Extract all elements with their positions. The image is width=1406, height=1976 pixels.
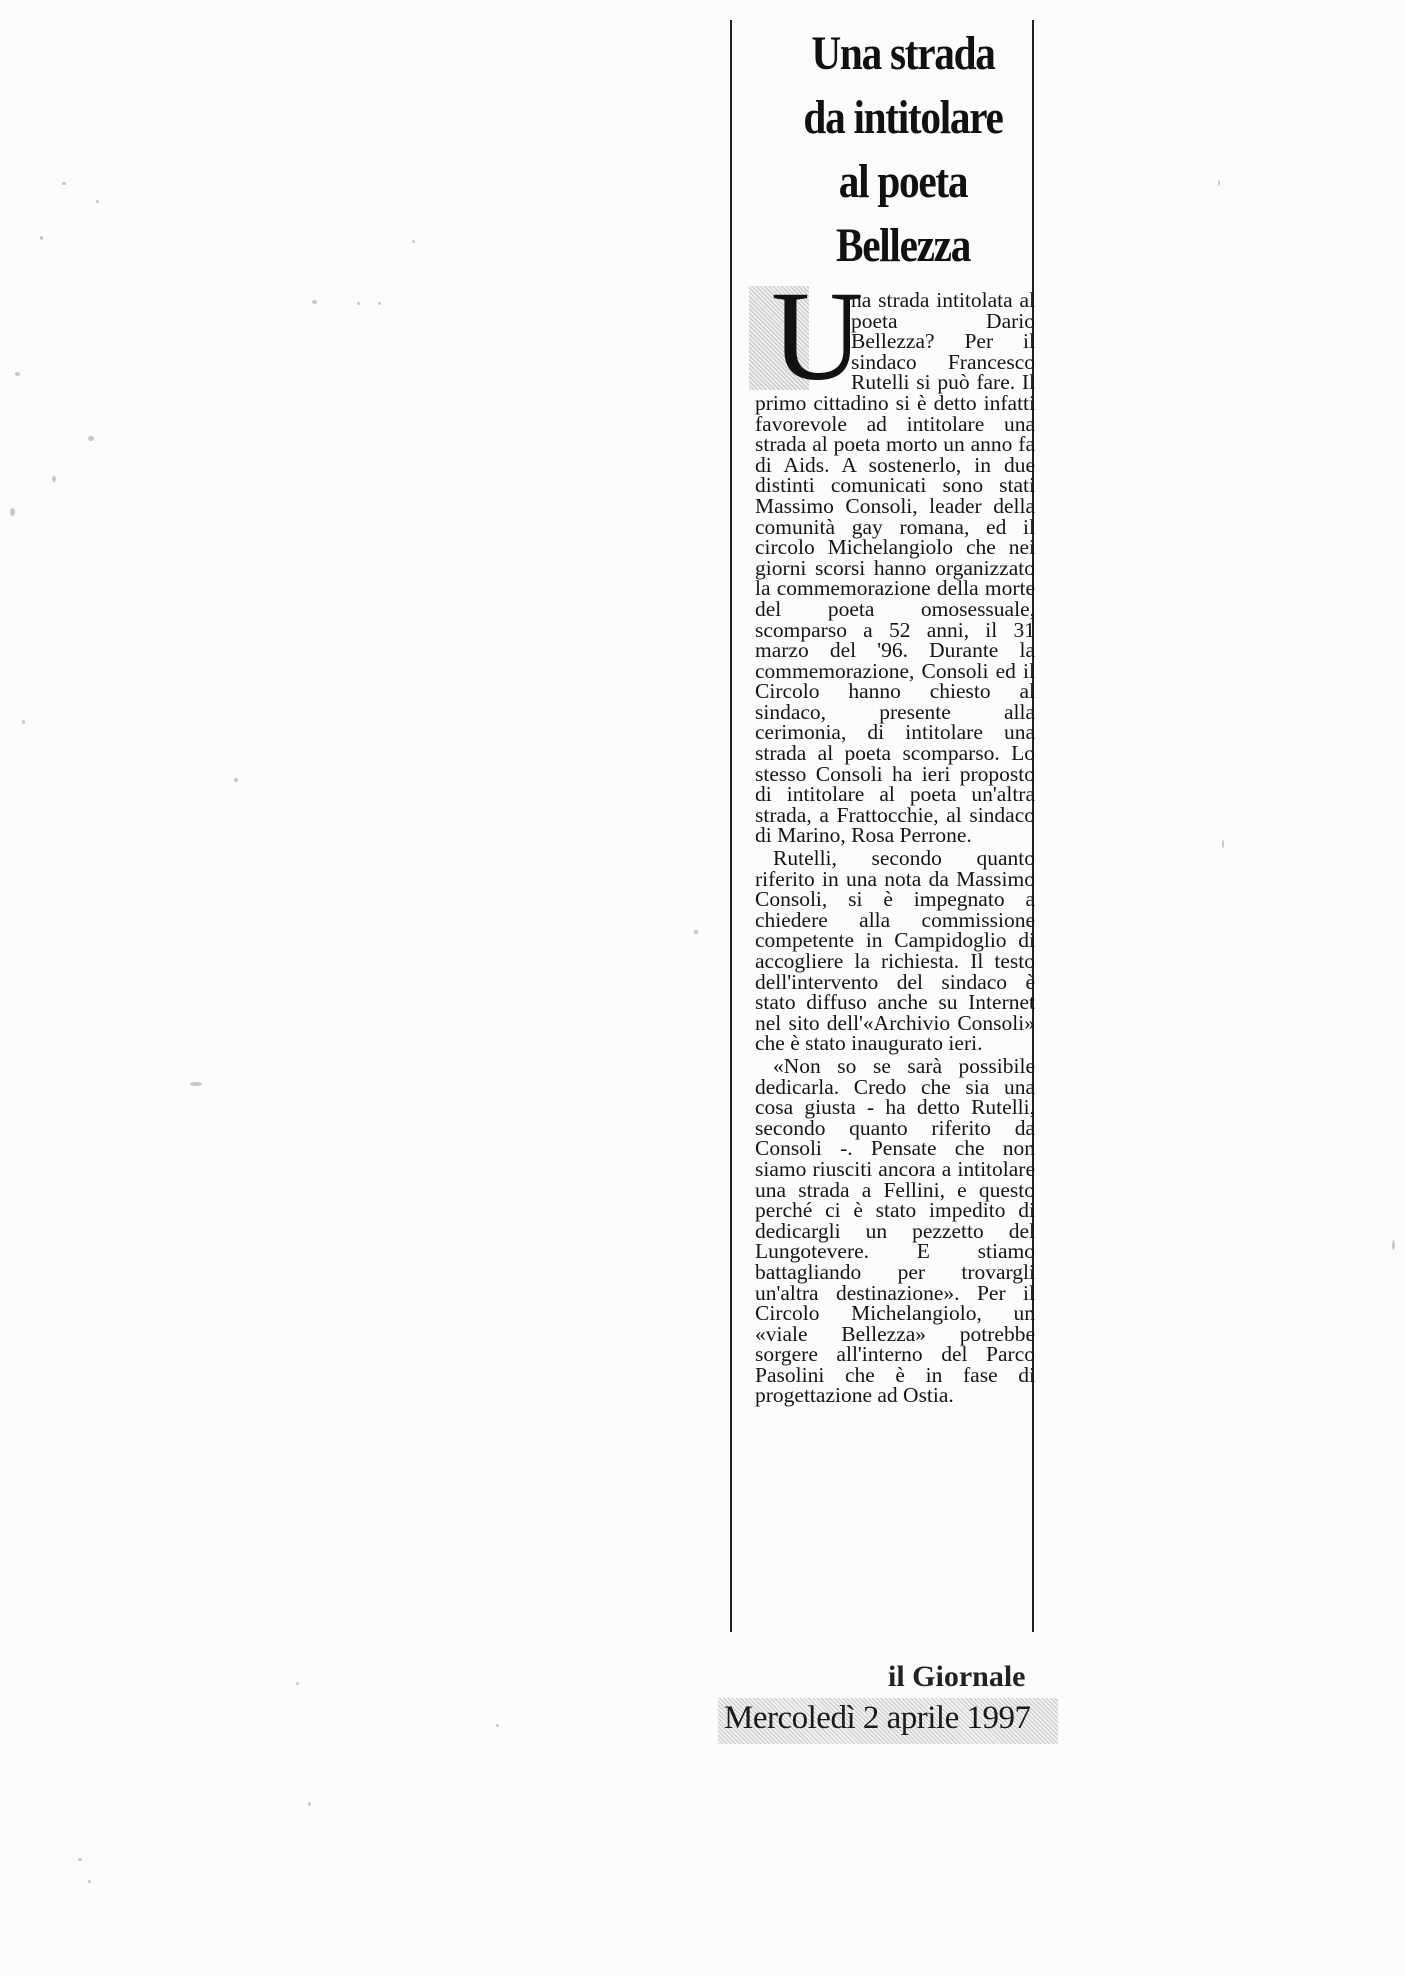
scan-speck: [190, 1082, 202, 1086]
scan-speck: [296, 1682, 299, 1685]
article-paragraph: «Non so se sarà possibile dedicarla. Credo che sia una cosa giusta - ha detto Rutelli, secondo quanto riferito da Consoli -. Pensate che non siamo riusciti ancora a intitolare una strada a Fellini, e questo perché ci è stato impedito di dedicargli un pezzetto del Lungotevere. E stiamo battagliando per trovargli un'altra destinazione». Per il Circolo Michelangiolo, un «viale Bellezza» potrebbe sorgere all'interno del Parco Pasolini che è in fase di progettazione ad Ostia.: [755, 1053, 1035, 1408]
headline-line: Bellezza: [835, 219, 971, 272]
scan-speck: [378, 302, 381, 305]
scan-speck: [88, 1880, 91, 1883]
scan-speck: [1222, 840, 1224, 848]
scan-speck: [15, 372, 20, 376]
scan-speck: [22, 720, 25, 724]
headline-line: da intitolare: [803, 91, 1003, 144]
scan-speck: [96, 200, 99, 203]
scan-speck: [52, 476, 56, 482]
publication-date: Mercoledì 2 aprile 1997: [724, 1700, 1031, 1736]
scan-speck: [312, 300, 317, 304]
article-paragraph: Rutelli, secondo quanto riferito in una nota da Massimo Consoli, si è impegnato a chiedere alla commissione competente in Campidoglio di accogliere la richiesta. Il testo dell'intervento del sindaco è stato diffuso anche su Internet nel sito dell'«Archivio Consoli» che è stato inaugurato ieri.: [755, 846, 1035, 1056]
scan-speck: [357, 302, 360, 305]
scan-speck: [62, 182, 66, 185]
scan-speck: [694, 930, 698, 934]
newspaper-masthead: il Giornale: [888, 1660, 1026, 1693]
headline-line: Una strada: [811, 27, 995, 80]
drop-cap: [749, 265, 864, 407]
article-body: [755, 265, 1035, 1408]
scan-speck: [308, 1802, 311, 1806]
scan-speck: [1392, 1240, 1395, 1250]
headline-line: al poeta: [838, 155, 968, 208]
scan-speck: [234, 778, 238, 782]
scan-speck: [78, 1858, 82, 1861]
scan-speck: [412, 240, 415, 243]
drop-cap-letter: U: [771, 265, 864, 407]
publication-dateline: [718, 1698, 1058, 1744]
scan-speck: [88, 436, 94, 441]
article-headline: [771, 22, 1034, 278]
scan-speck: [40, 236, 43, 240]
article-paragraph: na strada intitolata al poeta Dario Bellezza? Per il sindaco Francesco Rutelli si può fare. Il primo cittadino si è detto infatti favorevole ad intitolare una strada al poeta morto un anno fa di Aids. A sostenerlo, in due distinti comunicati sono stati Massimo Consoli, leader della comunità gay romana, ed il circolo Michelangiolo che nei giorni scorsi hanno organizzato la commemorazione della morte del poeta omosessuale, scomparso a 52 anni, il 31 marzo del '96. Durante la commemorazione, Consoli ed il Circolo hanno chiesto al sindaco, presente alla cerimonia, di intitolare una strada al poeta scomparso. Lo stesso Consoli ha ieri proposto di intitolare al poeta un'altra strada, a Frattocchie, al sindaco di Marino, Rosa Perrone.: [755, 288, 1035, 848]
scan-speck: [10, 508, 15, 516]
scan-speck: [1218, 180, 1220, 186]
scan-speck: [496, 1724, 499, 1727]
column-rule-left: [730, 20, 732, 1632]
